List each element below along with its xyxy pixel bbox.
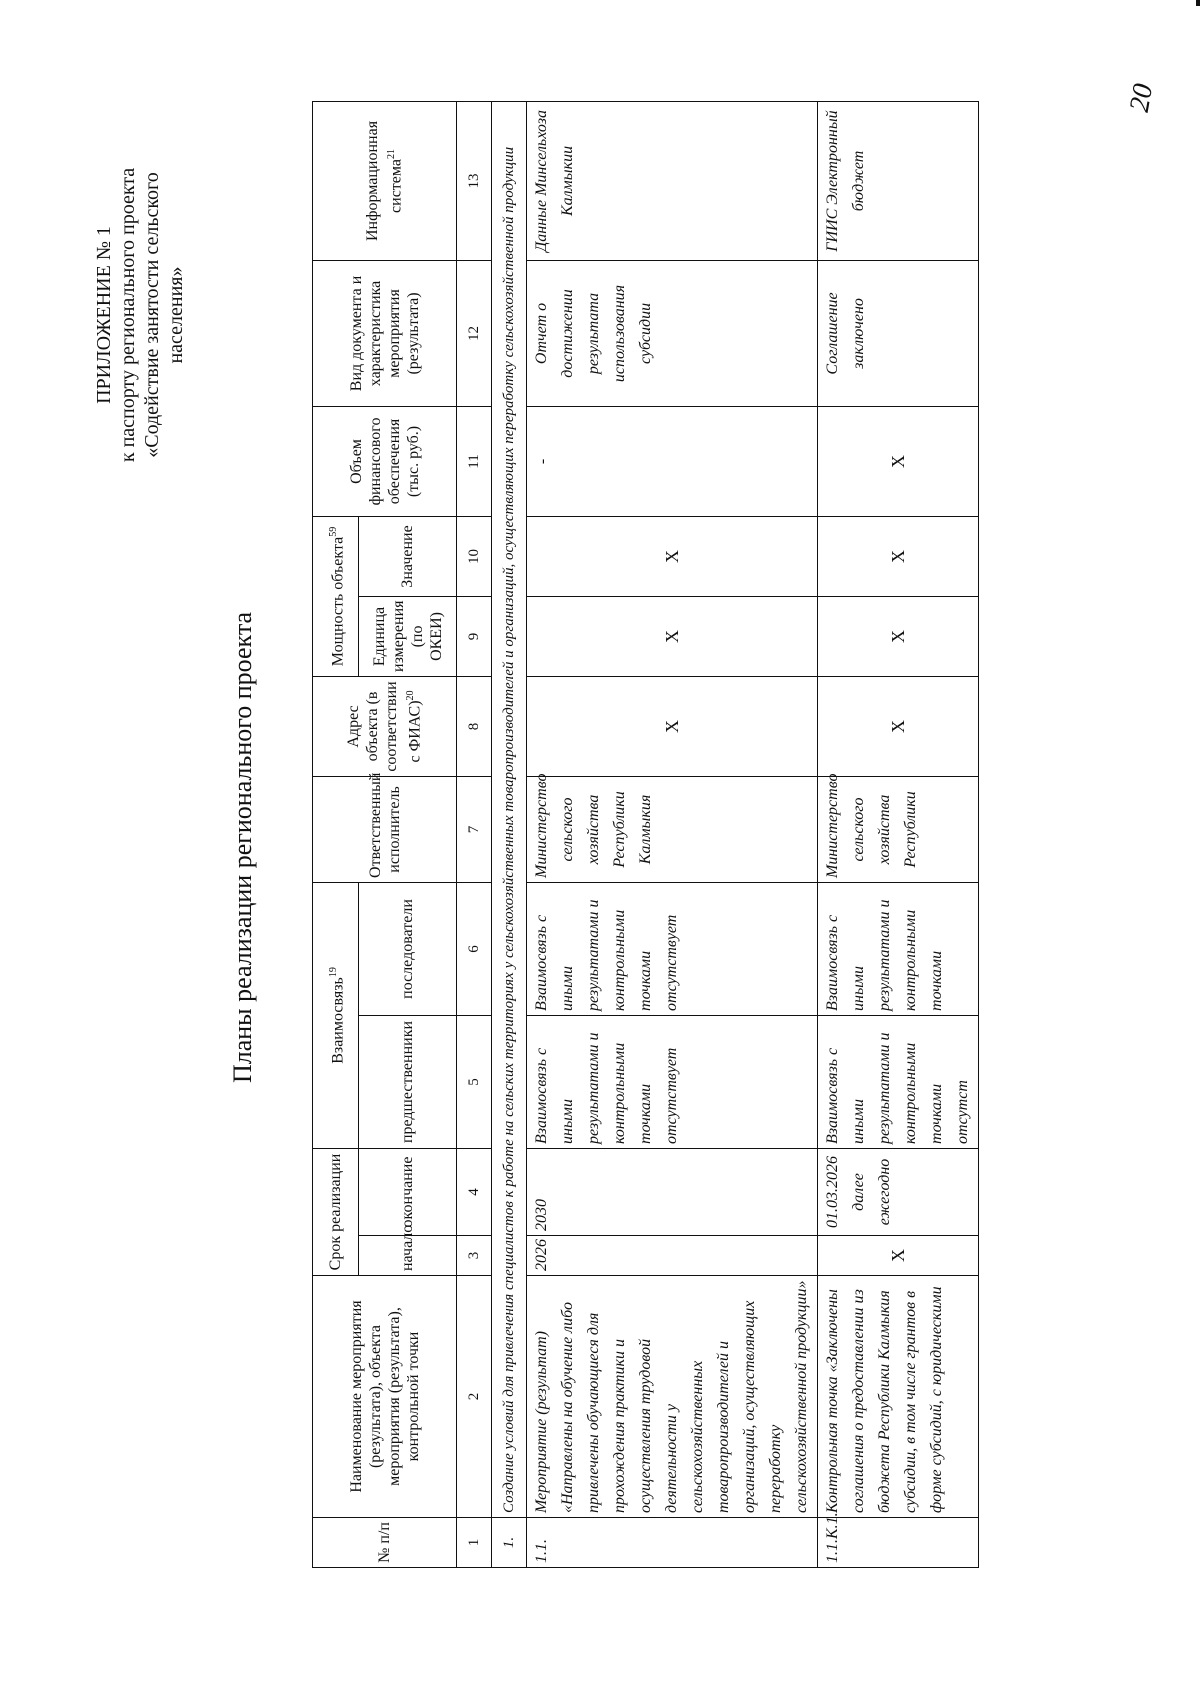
header-value: Значение <box>359 516 457 596</box>
column-number: 4 <box>457 1148 492 1235</box>
column-number: 10 <box>457 516 492 596</box>
header-num: № п/п <box>313 1518 457 1568</box>
row-info-system: Данные Минсельхоза Калмыкии <box>527 101 818 260</box>
header-link <box>313 882 359 1148</box>
column-number: 9 <box>457 596 492 676</box>
column-number: 5 <box>457 1015 492 1148</box>
header-info-sup: 21 <box>386 148 398 159</box>
header-finance: Объем финансового обеспечения (тыс. руб.) <box>313 406 457 516</box>
row-name: Контрольная точка «Заключены соглашения о предоставлении из бюджета Республики Калмыкия субсидии, в том числе грантов в форме субсидий, с юридическими <box>818 1276 979 1518</box>
header-address-text: Адрес объекта (в соответствии с ФИАС) <box>345 681 424 772</box>
row-unit: X <box>527 596 818 676</box>
document-title: Планы реализации регионального проекта <box>228 611 257 1084</box>
table-row <box>818 101 979 1567</box>
row-finance: - <box>527 406 818 516</box>
column-number: 13 <box>457 101 492 260</box>
header-successors: последователи <box>359 882 457 1015</box>
row-predecessors: Взаимосвязь с иными результатами и контрольными точками отсутст <box>818 1015 979 1148</box>
row-value: X <box>527 516 818 596</box>
header-predecessors: предшественники <box>359 1015 457 1148</box>
row-successors: Взаимосвязь с иными результатами и контрольными точками отсутствует <box>527 882 818 1015</box>
header-address <box>313 676 457 776</box>
header-address-sup: 20 <box>405 690 417 701</box>
header-power-text: Мощность объекта <box>329 536 347 667</box>
row-successors: Взаимосвязь с иными результатами и контрольными точками <box>818 882 979 1015</box>
section-num: 1. <box>492 1518 527 1568</box>
implementation-plan-table <box>312 101 979 1568</box>
column-number-row <box>457 101 492 1567</box>
row-end: 2030 <box>527 1148 818 1235</box>
page-number: 20 <box>1123 81 1160 115</box>
row-document: Отчет о достижении результата использования субсидии <box>527 260 818 406</box>
row-document: Соглашение заключено <box>818 260 979 406</box>
column-number: 8 <box>457 676 492 776</box>
row-unit: X <box>818 596 979 676</box>
row-address: X <box>527 676 818 776</box>
row-num: 1.1.К.1. <box>818 1518 979 1568</box>
column-number: 1 <box>457 1518 492 1568</box>
header-end: окончание <box>359 1148 457 1235</box>
row-finance: X <box>818 406 979 516</box>
row-info-system: ГИИС Электронный бюджет <box>818 101 979 260</box>
table-row <box>527 101 818 1567</box>
header-document: Вид документа и характеристика мероприятия (результата) <box>313 260 457 406</box>
appendix-line-1: ПРИЛОЖЕНИЕ № 1 <box>93 226 115 404</box>
appendix-line-3: «Содействие занятости сельского населения» <box>141 172 187 458</box>
header-name: Наименование мероприятия (результата), объекта мероприятия (результата), контрольной точки <box>313 1276 457 1518</box>
appendix-header <box>92 150 188 480</box>
section-title: Создание условий для привлечения специалистов к работе на сельских территориях у сельскохозяйственных товаропроизводителей и организаций, осуществляющих переработку сельскохозяйственной продукции <box>492 101 527 1517</box>
column-number: 12 <box>457 260 492 406</box>
header-power-sup: 59 <box>327 526 339 537</box>
row-predecessors: Взаимосвязь с иными результатами и контрольными точками отсутствует <box>527 1015 818 1148</box>
header-responsible: Ответственный исполнитель <box>313 776 457 882</box>
row-start: X <box>818 1236 979 1276</box>
column-number: 7 <box>457 776 492 882</box>
section-row <box>492 101 527 1567</box>
header-term: Срок реализации <box>313 1148 359 1275</box>
row-responsible: Министерство сельского хозяйства Республики Калмыкия <box>527 776 818 882</box>
header-info-system <box>313 101 457 260</box>
header-link-sup: 19 <box>327 967 339 978</box>
row-address: X <box>818 676 979 776</box>
column-number: 11 <box>457 406 492 516</box>
row-num: 1.1. <box>527 1518 818 1568</box>
column-number: 3 <box>457 1236 492 1276</box>
header-link-text: Взаимосвязь <box>329 977 347 1064</box>
row-responsible: Министерство сельского хозяйства Республики <box>818 776 979 882</box>
header-power <box>313 516 359 676</box>
row-start: 2026 <box>527 1236 818 1276</box>
column-number: 2 <box>457 1276 492 1518</box>
appendix-line-2: к паспорту регионального проекта <box>117 167 139 463</box>
row-name: Мероприятие (результат) «Направлены на обучение либо привлечены обучающиеся для прохождения практики и осуществления трудовой деятельности у сельскохозяйственных товаропроизводителей и организаций, осуществляющих переработку сельскохозяйственной продукции» <box>527 1276 818 1518</box>
header-info-text: Информационная система <box>364 120 405 242</box>
header-start: начало <box>359 1236 457 1276</box>
row-end: 01.03.2026 далее ежегодно <box>818 1148 979 1235</box>
header-unit: Единица измерения (по ОКЕИ) <box>359 596 457 676</box>
column-number: 6 <box>457 882 492 1015</box>
row-value: X <box>818 516 979 596</box>
